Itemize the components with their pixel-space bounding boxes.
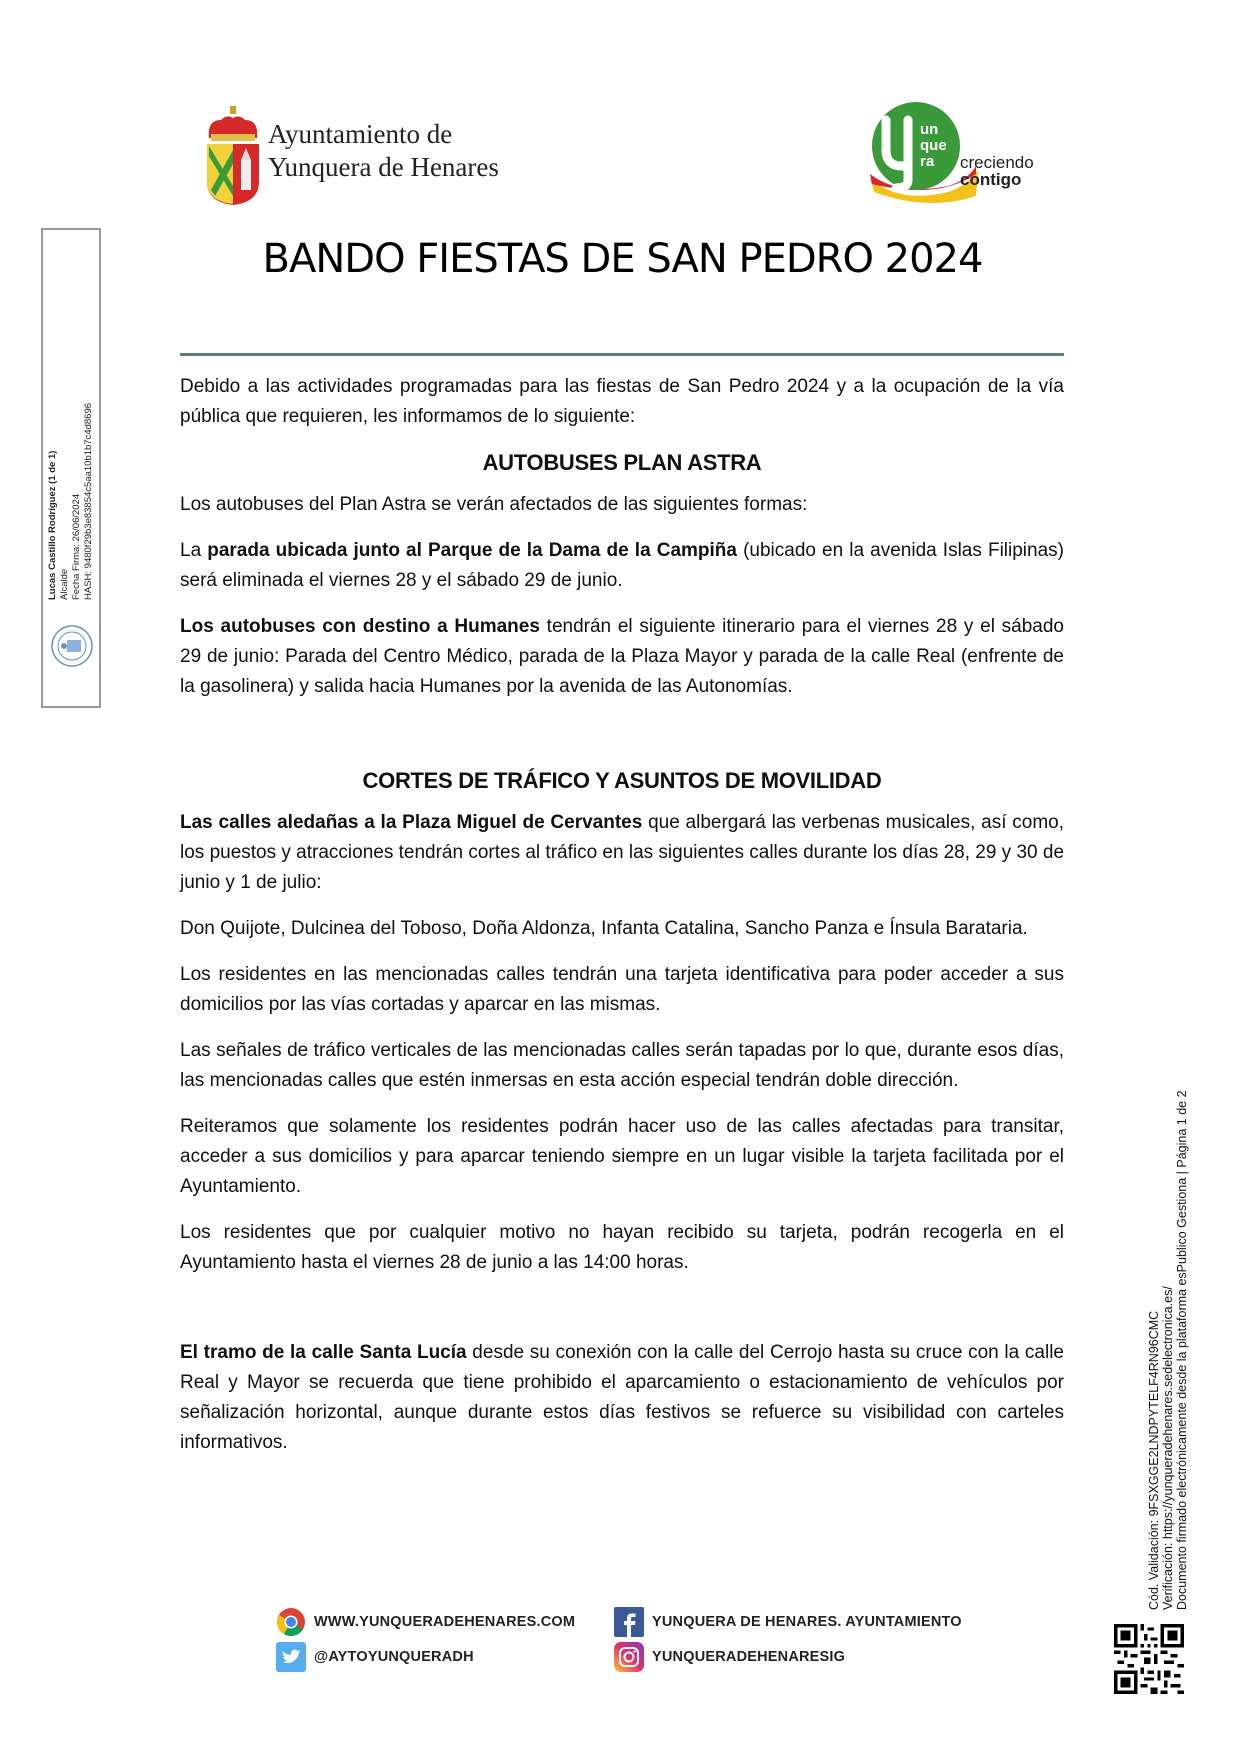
signature-date: Fecha Firma: 26/06/2024 bbox=[71, 493, 82, 600]
buses-paragraph-2 bbox=[180, 536, 1064, 596]
twitter-icon bbox=[276, 1642, 306, 1672]
signature-details bbox=[47, 240, 95, 600]
section-heading-traffic: CORTES DE TRÁFICO Y ASUNTOS DE MOVILIDAD bbox=[362, 768, 882, 793]
traffic-paragraph-1 bbox=[180, 808, 1064, 898]
section-heading-buses: AUTOBUSES PLAN ASTRA bbox=[482, 450, 762, 475]
facebook-page[interactable]: YUNQUERA DE HENARES. AYUNTAMIENTO bbox=[652, 1614, 962, 1630]
footer-twitter[interactable] bbox=[276, 1642, 474, 1672]
footer-instagram[interactable] bbox=[614, 1642, 845, 1672]
svg-text:que: que bbox=[920, 137, 947, 154]
coat-of-arms-logo bbox=[203, 106, 263, 206]
website-link[interactable]: WWW.YUNQUERADEHENARES.COM bbox=[314, 1614, 576, 1630]
brand-slogan-line-2: contigo bbox=[960, 170, 1022, 189]
instagram-icon bbox=[614, 1642, 644, 1672]
signature-hash: HASH: 9480f29b3e83854c5aa10b1b7c4d8696 bbox=[83, 402, 94, 600]
text-span: desde su conexión con la calle del Cerrojo hasta su cruce con la calle Real y Mayor se recuerda que tiene prohibido el aparcamiento o estacionamiento de vehículos por señalización horizontal, aunque durante estos días festivos se refuerce su visibilidad con carteles informativos. bbox=[180, 1342, 1064, 1453]
text-span: tendrán el siguiente itinerario para el viernes 28 y el sábado 29 de junio: Parada del Centro Médico, parada de la Plaza Mayor y parada de la calle Real (enfrente de la gasolinera) y salida hacia Humanes por la avenida de las Autonomías. bbox=[180, 616, 1064, 697]
document-title: BANDO FIESTAS DE SAN PEDRO 2024 bbox=[262, 236, 983, 282]
text-span: que albergará las verbenas musicales, así como, los puestos y atracciones tendrán cortes al tráfico en las siguientes calles durante los días 28, 29 y 30 de junio y 1 de julio: bbox=[180, 812, 1065, 893]
traffic-paragraph-residents-card: Los residentes en las mencionadas calles tendrán una tarjeta identificativa para poder acceder a sus domicilios por las vías cortadas y aparcar en las mismas. bbox=[180, 964, 1064, 1015]
bold-span: Las calles aledañas a la Plaza Miguel de Cervantes bbox=[180, 812, 643, 833]
intro-paragraph: Debido a las actividades programadas para las fiestas de San Pedro 2024 y a la ocupación de la vía pública que requieren, les informamos de lo siguiente: bbox=[180, 376, 1064, 427]
traffic-paragraph-pickup: Los residentes que por cualquier motivo no hayan recibido su tarjeta, podrán recogerla en el Ayuntamiento hasta el viernes 28 de junio a las 14:00 horas. bbox=[180, 1222, 1064, 1273]
municipality-line-1: Ayuntamiento de bbox=[268, 119, 453, 149]
validation-code: Cód. Validación: 9FSXGGE2LNDPYTELF4RN96CMC bbox=[1147, 1310, 1161, 1610]
text-span: (ubicado en la avenida Islas Filipinas) será eliminada el viernes 28 y el sábado 29 de junio. bbox=[180, 540, 1064, 591]
bold-span: El tramo de la calle Santa Lucía bbox=[180, 1342, 467, 1363]
footer-website[interactable] bbox=[276, 1607, 575, 1637]
spacer bbox=[180, 718, 1064, 762]
qr-code[interactable] bbox=[1114, 1624, 1184, 1694]
svg-text:un: un bbox=[920, 121, 939, 138]
title-divider bbox=[180, 353, 1064, 356]
signer-name: Lucas Castillo Rodríguez (1 de 1) bbox=[47, 450, 58, 600]
facebook-icon bbox=[614, 1607, 644, 1637]
municipality-line-2: Yunquera de Henares bbox=[268, 152, 499, 182]
municipality-name bbox=[268, 118, 499, 184]
official-seal-icon bbox=[50, 624, 94, 668]
traffic-paragraph-reiterate: Reiteramos que solamente los residentes podrán hacer uso de las calles afectadas para transitar, acceder a sus domicilios y para aparcar teniendo siempre en un lugar visible la tarjeta facilitada por el Ayuntamiento. bbox=[180, 1116, 1064, 1197]
bold-span: Los autobuses con destino a Humanes bbox=[180, 616, 540, 637]
buses-paragraph-1: Los autobuses del Plan Astra se verán afectados de las siguientes formas: bbox=[180, 494, 808, 515]
twitter-handle[interactable]: @AYTOYUNQUERADH bbox=[314, 1649, 474, 1665]
footer-facebook[interactable] bbox=[614, 1607, 962, 1637]
traffic-paragraph-streets: Don Quijote, Dulcinea del Toboso, Doña Aldonza, Infanta Catalina, Sancho Panza e Ínsula Barataria. bbox=[180, 918, 1028, 939]
document-body bbox=[180, 372, 1064, 1474]
validation-info bbox=[1147, 1090, 1189, 1610]
instagram-handle[interactable]: YUNQUERADEHENARESIG bbox=[652, 1649, 846, 1665]
buses-paragraph-3 bbox=[180, 612, 1064, 702]
svg-text:ra: ra bbox=[920, 153, 935, 170]
traffic-paragraph-signs: Las señales de tráfico verticales de las mencionadas calles serán tapadas por lo que, durante esos días, las mencionadas calles que estén inmersas en esta acción especial tendrán doble dirección. bbox=[180, 1040, 1064, 1091]
verification-url[interactable]: Verificación: https://yunqueradehenares.sedelectronica.es/ bbox=[1161, 1286, 1175, 1610]
traffic-paragraph-santa-lucia bbox=[180, 1338, 1064, 1458]
text-span: La bbox=[180, 540, 208, 561]
platform-page-info: Documento firmado electrónicamente desde la plataforma esPublico Gestiona | Página 1 de 2 bbox=[1175, 1090, 1189, 1610]
brand-slogan bbox=[960, 154, 1034, 188]
chrome-icon bbox=[276, 1607, 306, 1637]
spacer bbox=[180, 1294, 1064, 1338]
brand-slogan-line-1: creciendo bbox=[960, 153, 1034, 172]
signer-role: Alcalde bbox=[59, 568, 70, 600]
bold-span: parada ubicada junto al Parque de la Dama de la Campiña bbox=[207, 540, 737, 561]
